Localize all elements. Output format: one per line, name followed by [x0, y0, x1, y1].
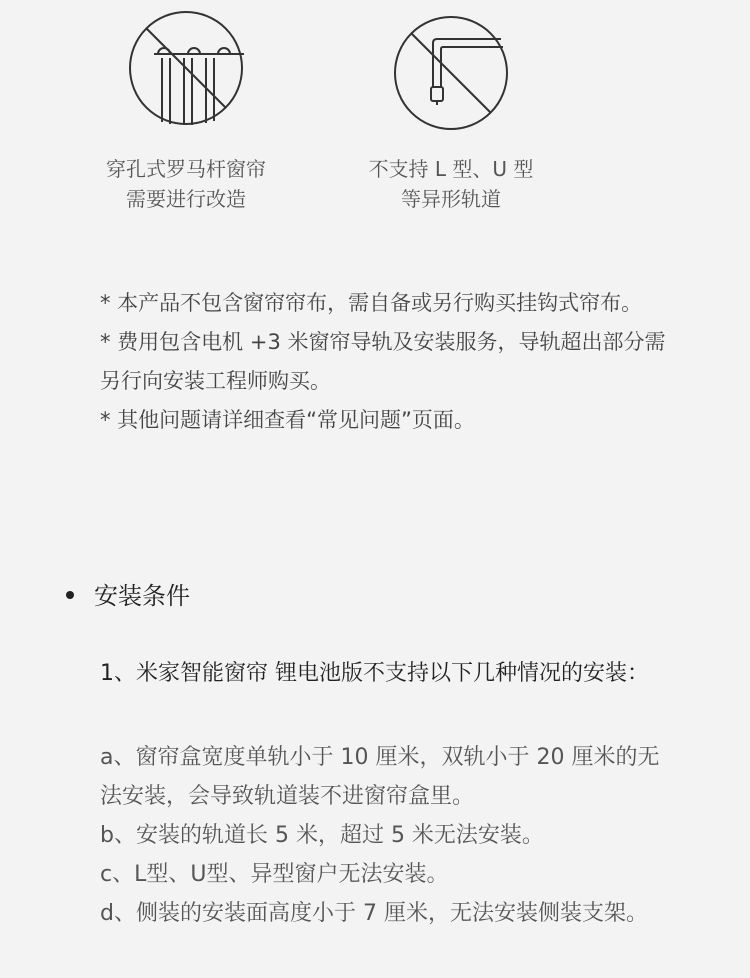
condition-item: d、侧装的安装面高度小于 7 厘米，无法安装侧装支架。: [100, 901, 648, 926]
installation-intro: 1、米家智能窗帘 锂电池版不支持以下几种情况的安装：: [100, 661, 649, 686]
note-faq: * 其他问题请详细查看“常见问题”页面。: [100, 408, 475, 432]
caption-line: 等异形轨道: [401, 187, 501, 211]
section-title: 安装条件: [94, 582, 190, 610]
note-service-fee: * 费用包含电机 +3 米窗帘导轨及安装服务，导轨超出部分需另行向安装工程师购买。: [100, 330, 666, 393]
notes-list: [100, 284, 680, 440]
installation-conditions-list: [100, 738, 680, 933]
bullet-icon: [66, 591, 74, 599]
l-u-track-prohibited-icon: [391, 13, 511, 133]
grommet-curtain-rod-prohibited-icon: [126, 8, 246, 128]
condition-item: c、L型、U型、异型窗户无法安装。: [100, 862, 449, 887]
icon-caption-l-u-track: [351, 154, 551, 214]
condition-item: b、安装的轨道长 5 米，超过 5 米无法安装。: [100, 823, 544, 848]
note-curtain-fabric: * 本产品不包含窗帘帘布，需自备或另行购买挂钩式帘布。: [100, 291, 643, 315]
section-heading: [66, 576, 190, 616]
caption-line: 不支持 L 型、U 型: [368, 157, 534, 181]
caption-line: 穿孔式罗马杆窗帘: [106, 157, 266, 181]
caption-line: 需要进行改造: [126, 187, 246, 211]
icon-caption-grommet-rod: [86, 154, 286, 214]
condition-item: a、窗帘盒宽度单轨小于 10 厘米，双轨小于 20 厘米的无法安装，会导致轨道装不进窗帘盒里。: [100, 745, 660, 809]
